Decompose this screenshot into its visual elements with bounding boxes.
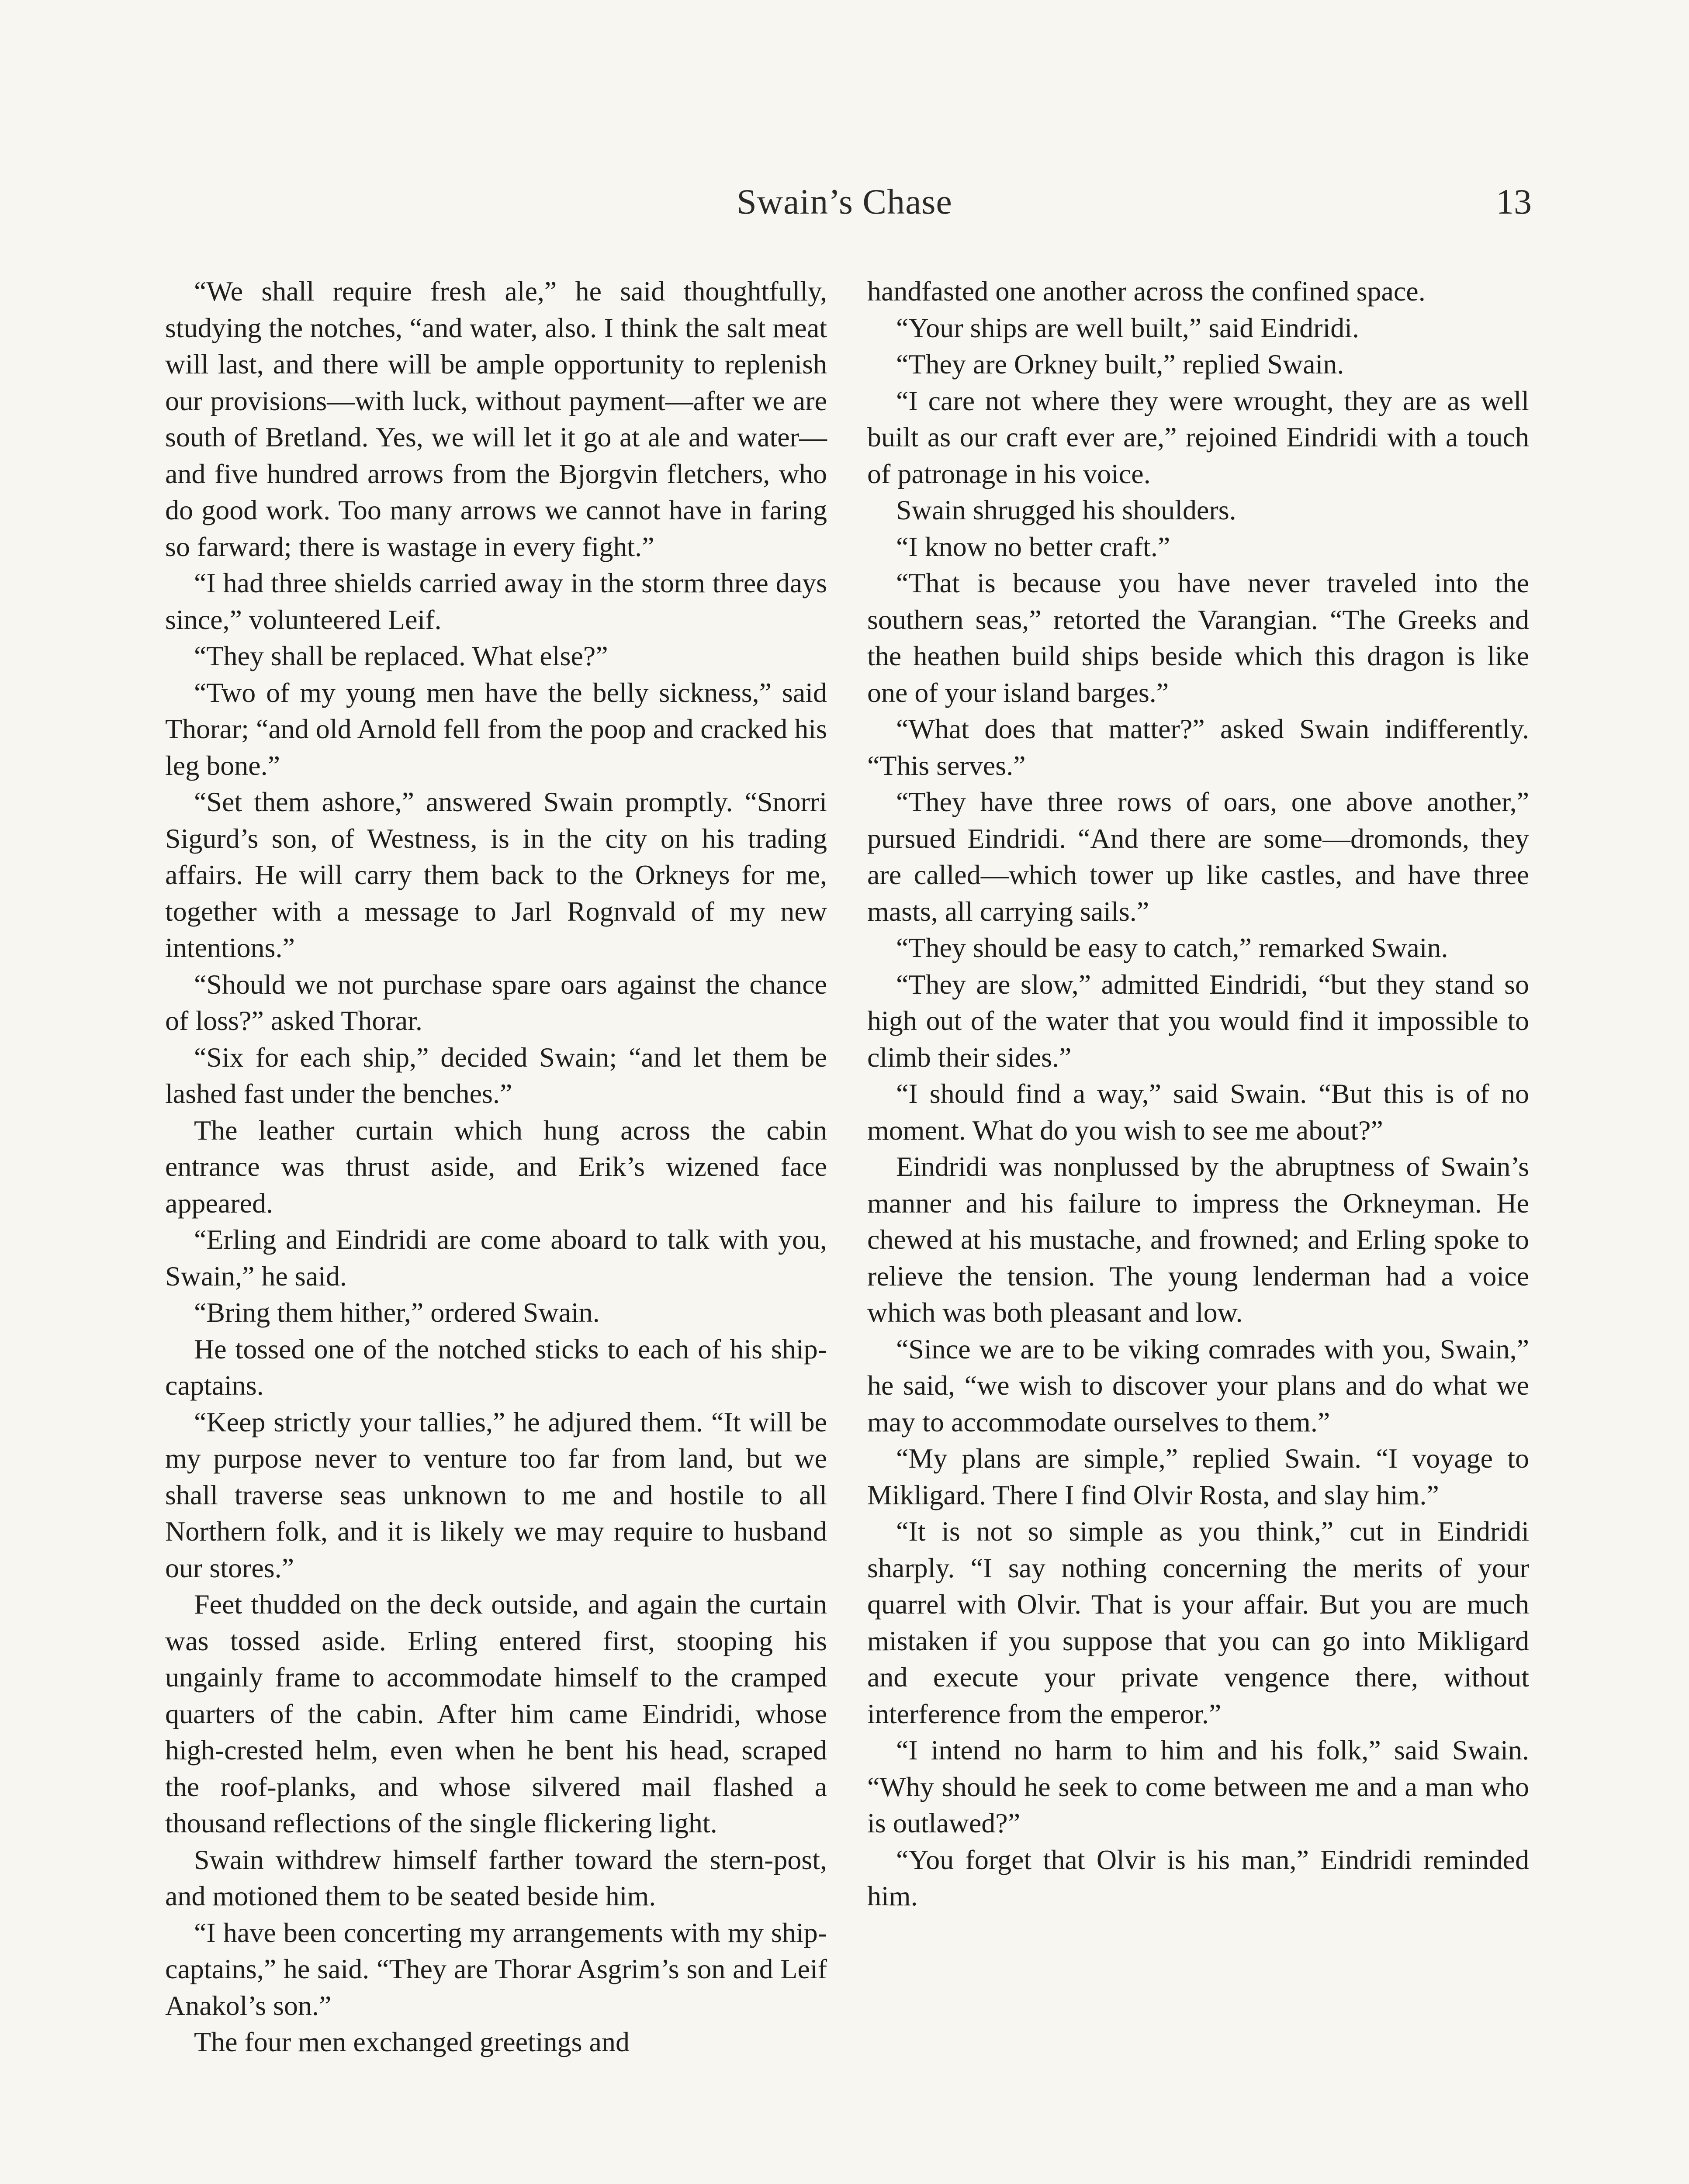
paragraph: “They are slow,” admitted Eindridi, “but they stand so high out of the water that you would find it impossible to climb their sides.” xyxy=(867,968,1529,1073)
paragraph: “It is not so simple as you think,” cut in Eindridi sharply. “I say nothing concerning the merits of your quarrel with Olvir. That is your affair. But you are much mistaken if you suppose that you can go into Mikligard and execute your private vengence there, without interference from the emperor.” xyxy=(867,1516,1529,1729)
paragraph: “Since we are to be viking comrades with you, Swain,” he said, “we wish to discover your plans and do what we may to accommodate ourselves to them.” xyxy=(867,1333,1529,1438)
paragraph: “I had three shields carried away in the storm three days since,” volunteered Leif. xyxy=(165,567,827,635)
paragraph: “That is because you have never traveled into the southern seas,” retorted the Varangian. “The Greeks and the heathen build ships beside which this dragon is like one of your island barges.” xyxy=(867,567,1529,708)
paragraph: “Keep strictly your tallies,” he adjured them. “It will be my purpose never to venture too far from land, but we shall traverse seas unknown to me and hostile to all Northern folk, and it is likely we may require to husband our stores.” xyxy=(165,1406,827,1583)
paragraph: “You forget that Olvir is his man,” Eindridi reminded him. xyxy=(867,1844,1529,1911)
paragraph: Eindridi was nonplussed by the abruptness of Swain’s manner and his failure to impress the Orkneyman. He chewed at his mustache, and frowned; and Erling spoke to relieve the tension. The young lenderman had a voice which was both pleasant and low. xyxy=(867,1151,1529,1328)
paragraph: “What does that matter?” asked Swain indifferently. “This serves.” xyxy=(867,713,1529,781)
running-title: Swain’s Chase xyxy=(737,182,952,221)
page-header xyxy=(0,173,1689,242)
paragraph: “Set them ashore,” answered Swain promptly. “Snorri Sigurd’s son, of Westness, is in the city on his trading affairs. He will carry them back to the Orkneys for me, together with a message to Jarl Rognvald of my new intentions.” xyxy=(165,786,827,963)
paragraph: The four men exchanged greetings and xyxy=(194,2026,630,2057)
paragraph: The leather curtain which hung across the cabin entrance was thrust aside, and Erik’s wizened face appeared. xyxy=(165,1114,827,1219)
right-column xyxy=(867,273,1529,2184)
paragraph: “I care not where they were wrought, they are as well built as our craft ever are,” rejoined Eindridi with a touch of patronage in his voice. xyxy=(867,385,1529,489)
paragraph: “My plans are simple,” replied Swain. “I voyage to Mikligard. There I find Olvir Rosta, and slay him.” xyxy=(867,1443,1529,1510)
paragraph: “Two of my young men have the belly sickness,” said Thorar; “and old Arnold fell from the poop and cracked his leg bone.” xyxy=(165,677,827,781)
paragraph: Feet thudded on the deck outside, and again the curtain was tossed aside. Erling entered first, stooping his ungainly frame to accommodate himself to the cramped quarters of the cabin. After him came Eindridi, whose high-crested helm, even when he bent his head, scraped the roof-planks, and whose silvered mail flashed a thousand reflections of the single flickering light. xyxy=(165,1589,827,1838)
paragraph: “Bring them hither,” ordered Swain. xyxy=(194,1297,600,1328)
paragraph: “We shall require fresh ale,” he said thoughtfully, studying the notches, “and water, also. I think the salt meat will last, and there will be ample opportunity to replenish our provisions—with luck, without payment—after we are south of Bretland. Yes, we will let it go at ale and water—and five hundred arrows from the Bjorgvin fletchers, who do good work. Too many arrows we cannot have in faring so farward; there is wastage in every fight.” xyxy=(165,276,827,562)
paragraph: Swain shrugged his shoulders. xyxy=(896,494,1236,525)
left-column xyxy=(165,273,827,2184)
paragraph: “They are Orkney built,” replied Swain. xyxy=(896,349,1344,380)
paragraph: “They have three rows of oars, one above another,” pursued Eindridi. “And there are some—dromonds, they are called—which tower up like castles, and have three masts, all carrying sails.” xyxy=(867,786,1529,927)
paragraph-continuation: handfasted one another across the confined space. xyxy=(867,276,1426,307)
paragraph: “Six for each ship,” decided Swain; “and let them be lashed fast under the benches.” xyxy=(165,1041,827,1109)
paragraph: “I know no better craft.” xyxy=(896,531,1170,562)
paragraph: “I should find a way,” said Swain. “But this is of no moment. What do you wish to see me about?” xyxy=(867,1078,1529,1146)
paragraph: “Your ships are well built,” said Eindridi. xyxy=(896,312,1360,343)
paragraph: “Erling and Eindridi are come aboard to talk with you, Swain,” he said. xyxy=(165,1224,827,1292)
paragraph: He tossed one of the notched sticks to each of his ship-captains. xyxy=(165,1333,827,1401)
paragraph: “They should be easy to catch,” remarked Swain. xyxy=(896,932,1448,963)
paragraph: “Should we not purchase spare oars against the chance of loss?” asked Thorar. xyxy=(165,968,827,1036)
paragraph: Swain withdrew himself farther toward the stern-post, and motioned them to be seated beside him. xyxy=(165,1844,827,1911)
paragraph: “I intend no harm to him and his folk,” said Swain. “Why should he seek to come between me and a man who is outlawed?” xyxy=(867,1735,1529,1838)
paragraph: “I have been concerting my arrangements with my ship-captains,” he said. “They are Thorar Asgrim’s son and Leif Anakol’s son.” xyxy=(165,1917,827,2021)
paragraph: “They shall be replaced. What else?” xyxy=(194,640,608,671)
page-number: 13 xyxy=(1496,182,1532,221)
